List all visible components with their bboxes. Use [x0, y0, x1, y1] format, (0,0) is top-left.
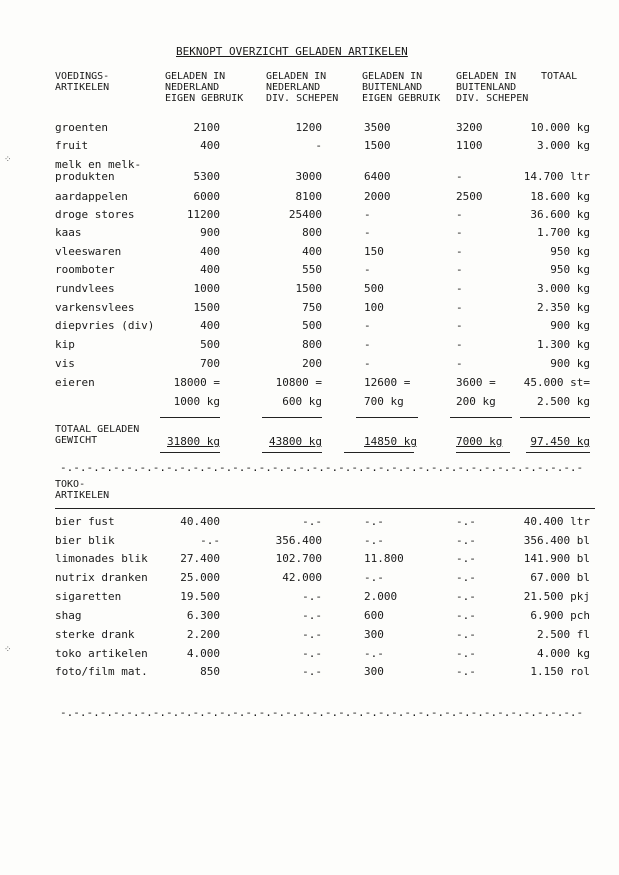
- toko-v3: 11.800: [364, 552, 404, 565]
- toko-v1: 850: [200, 665, 220, 678]
- food-v1: 900: [200, 226, 220, 239]
- food-v1: 6000: [193, 190, 220, 203]
- toko-v4: -.-: [456, 552, 476, 565]
- food-v2: 600 kg: [282, 395, 322, 408]
- food-v1: 400: [200, 263, 220, 276]
- toko-v2: -.-: [302, 628, 322, 641]
- toko-v3: -.-: [364, 571, 384, 584]
- toko-v2: -.-: [302, 647, 322, 660]
- totals-label: TOTAAL GELADEN GEWICHT: [55, 424, 140, 446]
- sum-rule-1: [160, 417, 220, 418]
- food-v4: -: [456, 338, 463, 351]
- food-v4: 2500: [456, 190, 483, 203]
- food-v4: -: [456, 357, 463, 370]
- food-name: kip: [55, 338, 75, 351]
- food-v4: -: [456, 226, 463, 239]
- toko-total: 4.000 kg: [537, 647, 590, 660]
- totals-total: 97.450 kg: [530, 435, 590, 448]
- food-v2: 10800 =: [275, 376, 322, 389]
- food-total: 1.700 kg: [537, 226, 590, 239]
- sum-rule-5: [520, 417, 590, 418]
- toko-v1: 4.000: [186, 647, 220, 660]
- food-v4: 3200: [456, 121, 483, 134]
- food-v2: 750: [302, 301, 322, 314]
- food-v2: 1200: [295, 121, 322, 134]
- toko-v3: -.-: [364, 515, 384, 528]
- food-v2: 500: [302, 319, 322, 332]
- toko-total: 6.900 pch: [530, 609, 590, 622]
- toko-v3: 300: [364, 628, 384, 641]
- food-v3: 1500: [364, 139, 391, 152]
- bottom-divider: -.-.-.-.-.-.-.-.-.-.-.-.-.-.-.-.-.-.-.-.-.-.-.-.-.-.-.-.-.-.-.-.-.-.-.-.-.-.-.-: [60, 706, 584, 719]
- food-v1: 1500: [193, 301, 220, 314]
- toko-v4: -.-: [456, 628, 476, 641]
- toko-v2: 42.000: [282, 571, 322, 584]
- toko-name: shag: [55, 609, 82, 622]
- toko-v1: -.-: [200, 534, 220, 547]
- double-rule-3: [344, 452, 414, 453]
- food-total: 3.000 kg: [537, 139, 590, 152]
- double-rule-5: [526, 452, 590, 453]
- toko-v2: -.-: [302, 665, 322, 678]
- food-total: 950 kg: [550, 245, 590, 258]
- food-name: groenten: [55, 121, 108, 134]
- toko-v2: 356.400: [275, 534, 322, 547]
- toko-v3: 2.000: [364, 590, 398, 603]
- food-total: 14.700 ltr: [523, 170, 590, 183]
- food-v3: 12600 =: [364, 376, 411, 389]
- food-name: diepvries (div): [55, 319, 155, 332]
- toko-total: 21.500 pkj: [523, 590, 590, 603]
- toko-name: bier blik: [55, 534, 115, 547]
- food-total: 10.000 kg: [530, 121, 590, 134]
- totals-v4: 7000 kg: [456, 435, 503, 448]
- food-name: fruit: [55, 139, 89, 152]
- toko-name: foto/film mat.: [55, 665, 148, 678]
- header-nl-div-ships: GELADEN IN NEDERLAND DIV. SCHEPEN: [266, 71, 339, 104]
- toko-v4: -.-: [456, 609, 476, 622]
- food-total: 2.500 kg: [537, 395, 590, 408]
- toko-name: bier fust: [55, 515, 115, 528]
- toko-v4: -.-: [456, 515, 476, 528]
- sum-rule-4: [450, 417, 512, 418]
- food-v3: -: [364, 226, 371, 239]
- totals-v2: 43800 kg: [269, 435, 322, 448]
- food-v1: 1000 kg: [173, 395, 220, 408]
- toko-v3: 300: [364, 665, 384, 678]
- toko-total: 141.900 bl: [523, 552, 590, 565]
- food-v2: 3000: [295, 170, 322, 183]
- food-v3: 500: [364, 282, 384, 295]
- toko-v1: 27.400: [180, 552, 220, 565]
- toko-v2: -.-: [302, 609, 322, 622]
- food-v1: 18000 =: [173, 376, 220, 389]
- food-v3: -: [364, 263, 371, 276]
- food-v3: -: [364, 338, 371, 351]
- food-name: eieren: [55, 376, 95, 389]
- food-v3: 2000: [364, 190, 391, 203]
- toko-v1: 25.000: [180, 571, 220, 584]
- food-name: aardappelen: [55, 190, 128, 203]
- food-v4: -: [456, 301, 463, 314]
- toko-v4: -.-: [456, 590, 476, 603]
- food-v1: 1000: [193, 282, 220, 295]
- food-name: vleeswaren: [55, 245, 122, 258]
- food-total: 1.300 kg: [537, 338, 590, 351]
- food-v2: 200: [302, 357, 322, 370]
- toko-v4: -.-: [456, 534, 476, 547]
- toko-header: TOKO- ARTIKELEN: [55, 479, 110, 501]
- sum-rule-3: [356, 417, 418, 418]
- food-total: 3.000 kg: [537, 282, 590, 295]
- food-v4: 1100: [456, 139, 483, 152]
- food-v2: 8100: [295, 190, 322, 203]
- toko-v2: -.-: [302, 590, 322, 603]
- toko-name: sigaretten: [55, 590, 122, 603]
- food-v3: 6400: [364, 170, 391, 183]
- food-total: 18.600 kg: [530, 190, 590, 203]
- food-total: 45.000 st=: [523, 376, 590, 389]
- header-nl-own-use: GELADEN IN NEDERLAND EIGEN GEBRUIK: [165, 71, 244, 104]
- toko-v4: -.-: [456, 571, 476, 584]
- food-name: vis: [55, 357, 75, 370]
- header-abroad-own-use: GELADEN IN BUITENLAND EIGEN GEBRUIK: [362, 71, 441, 104]
- section-divider: -.-.-.-.-.-.-.-.-.-.-.-.-.-.-.-.-.-.-.-.-.-.-.-.-.-.-.-.-.-.-.-.-.-.-.-.-.-.-.-: [60, 461, 584, 474]
- food-v2: 400: [302, 245, 322, 258]
- food-v2: 1500: [295, 282, 322, 295]
- toko-v2: 102.700: [275, 552, 322, 565]
- food-v3: 3500: [364, 121, 391, 134]
- food-v2: -: [315, 139, 322, 152]
- food-v1: 500: [200, 338, 220, 351]
- toko-v1: 2.200: [186, 628, 220, 641]
- double-rule-4: [456, 452, 510, 453]
- toko-v2: -.-: [302, 515, 322, 528]
- food-v4: 3600 =: [456, 376, 496, 389]
- double-rule-2: [262, 452, 322, 453]
- food-v3: -: [364, 319, 371, 332]
- food-total: 900 kg: [550, 319, 590, 332]
- totals-v1: 31800 kg: [167, 435, 220, 448]
- food-v1: 400: [200, 319, 220, 332]
- double-rule-1: [160, 452, 220, 453]
- food-total: 2.350 kg: [537, 301, 590, 314]
- food-v1: 2100: [193, 121, 220, 134]
- food-total: 36.600 kg: [530, 208, 590, 221]
- toko-total: 67.000 bl: [530, 571, 590, 584]
- header-food-items: VOEDINGS- ARTIKELEN: [55, 71, 110, 93]
- food-v4: -: [456, 319, 463, 332]
- food-v4: -: [456, 245, 463, 258]
- food-v4: -: [456, 170, 463, 183]
- toko-v3: -.-: [364, 647, 384, 660]
- sum-rule-2: [262, 417, 322, 418]
- scan-speck: ⁘: [4, 645, 12, 655]
- toko-v3: -.-: [364, 534, 384, 547]
- toko-total: 40.400 ltr: [523, 515, 590, 528]
- food-v4: 200 kg: [456, 395, 496, 408]
- food-v2: 800: [302, 226, 322, 239]
- food-v1: 5300: [193, 170, 220, 183]
- toko-name: limonades blik: [55, 552, 148, 565]
- scan-speck: ⁘: [4, 155, 12, 165]
- food-name: rundvlees: [55, 282, 115, 295]
- food-v3: 150: [364, 245, 384, 258]
- food-name: varkensvlees: [55, 301, 135, 314]
- header-total: TOTAAL: [541, 71, 578, 82]
- food-total: 950 kg: [550, 263, 590, 276]
- food-v1: 400: [200, 139, 220, 152]
- toko-name: toko artikelen: [55, 647, 148, 660]
- header-abroad-div-ships: GELADEN IN BUITENLAND DIV. SCHEPEN: [456, 71, 529, 104]
- toko-header-rule: [55, 508, 595, 509]
- food-name: melk en melk- produkten: [55, 158, 142, 183]
- food-v3: -: [364, 357, 371, 370]
- food-v2: 800: [302, 338, 322, 351]
- food-name: kaas: [55, 226, 82, 239]
- toko-total: 1.150 rol: [530, 665, 590, 678]
- food-v4: -: [456, 208, 463, 221]
- food-v3: -: [364, 208, 371, 221]
- food-name: droge stores: [55, 208, 135, 221]
- toko-v1: 19.500: [180, 590, 220, 603]
- toko-v4: -.-: [456, 665, 476, 678]
- page-title: BEKNOPT OVERZICHT GELADEN ARTIKELEN: [176, 45, 408, 58]
- toko-total: 2.500 fl: [537, 628, 590, 641]
- food-total: 900 kg: [550, 357, 590, 370]
- toko-name: nutrix dranken: [55, 571, 148, 584]
- food-v2: 550: [302, 263, 322, 276]
- food-v4: -: [456, 282, 463, 295]
- food-v3: 100: [364, 301, 384, 314]
- food-v3: 700 kg: [364, 395, 404, 408]
- food-v4: -: [456, 263, 463, 276]
- toko-v1: 6.300: [186, 609, 220, 622]
- totals-v3: 14850 kg: [364, 435, 417, 448]
- toko-total: 356.400 bl: [523, 534, 590, 547]
- food-v1: 400: [200, 245, 220, 258]
- toko-v3: 600: [364, 609, 384, 622]
- food-name: roomboter: [55, 263, 115, 276]
- toko-name: sterke drank: [55, 628, 135, 641]
- food-v1: 700: [200, 357, 220, 370]
- toko-v4: -.-: [456, 647, 476, 660]
- food-v2: 25400: [288, 208, 322, 221]
- food-v1: 11200: [186, 208, 220, 221]
- toko-v1: 40.400: [180, 515, 220, 528]
